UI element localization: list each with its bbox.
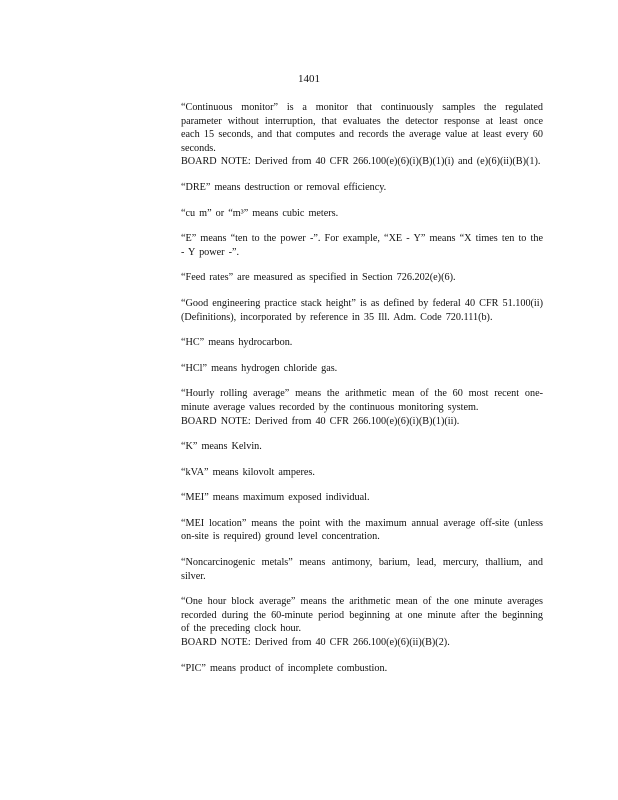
definition-paragraph bbox=[181, 232, 543, 259]
definition-text: “DRE” means destruction or removal efficiency. bbox=[181, 181, 387, 193]
definition-paragraph bbox=[181, 440, 543, 454]
definition-paragraph bbox=[181, 466, 543, 480]
definition-text: “MEI” means maximum exposed individual. bbox=[181, 492, 370, 504]
definition-paragraph bbox=[181, 595, 543, 649]
definition-paragraph bbox=[181, 491, 543, 505]
definition-paragraph bbox=[181, 556, 543, 583]
definition-text: “K” means Kelvin. bbox=[181, 441, 262, 453]
definition-paragraph bbox=[181, 101, 543, 169]
definition-text: “One hour block average” means the arithmetic mean of the one minute averages recorded during the 60-minute period beginning at one minute after the beginning of the preceding clock hour. bbox=[181, 596, 543, 635]
definition-paragraph bbox=[181, 271, 543, 285]
definition-text: “HC” means hydrocarbon. bbox=[181, 337, 293, 349]
board-note: BOARD NOTE: Derived from 40 CFR 266.100(e)(6)(ii)(B)(2). bbox=[181, 637, 450, 649]
definition-text: “Good engineering practice stack height” is as defined by federal 40 CFR 51.100(ii) (Definitions), incorporated by reference in 35 Ill. Adm. Code 720.111(b). bbox=[181, 297, 543, 323]
definition-paragraph bbox=[181, 181, 543, 195]
board-note: BOARD NOTE: Derived from 40 CFR 266.100(e)(6)(i)(B)(1)(ii). bbox=[181, 415, 460, 427]
definition-text: “MEI location” means the point with the maximum annual average off-site (unless on-site is required) ground level concentration. bbox=[181, 517, 543, 543]
definition-text: “kVA” means kilovolt amperes. bbox=[181, 466, 315, 478]
definition-text: “cu m” or “m³” means cubic meters. bbox=[181, 207, 339, 219]
definition-paragraph bbox=[181, 207, 543, 221]
definition-paragraph bbox=[181, 362, 543, 376]
definition-paragraph bbox=[181, 662, 543, 676]
definition-text: “HCl” means hydrogen chloride gas. bbox=[181, 362, 338, 374]
definition-text: “Hourly rolling average” means the arithmetic mean of the 60 most recent one-minute average values recorded by the continuous monitoring system. bbox=[181, 388, 543, 413]
definition-text: “Continuous monitor” is a monitor that continuously samples the regulated parameter without interruption, that evaluates the detector response at least once each 15 seconds, and that computes and records the average value at least every 60 seconds. bbox=[181, 102, 543, 154]
definition-text: “PIC” means product of incomplete combustion. bbox=[181, 662, 388, 674]
definition-paragraph bbox=[181, 336, 543, 350]
definition-paragraph bbox=[181, 387, 543, 428]
definition-text: “E” means “ten to the power -”. For example, “XE - Y” means “X times ten to the - Y power -”. bbox=[181, 233, 543, 258]
definition-paragraph bbox=[181, 517, 543, 544]
definition-paragraph bbox=[181, 297, 543, 324]
definitions-list bbox=[181, 101, 543, 687]
page-number: 1401 bbox=[298, 73, 320, 85]
board-note: BOARD NOTE: Derived from 40 CFR 266.100(e)(6)(i)(B)(1)(i) and (e)(6)(ii)(B)(1). bbox=[181, 156, 541, 168]
definition-text: “Noncarcinogenic metals” means antimony, barium, lead, mercury, thallium, and silver. bbox=[181, 557, 543, 582]
definition-text: “Feed rates” are measured as specified in Section 726.202(e)(6). bbox=[181, 272, 456, 284]
